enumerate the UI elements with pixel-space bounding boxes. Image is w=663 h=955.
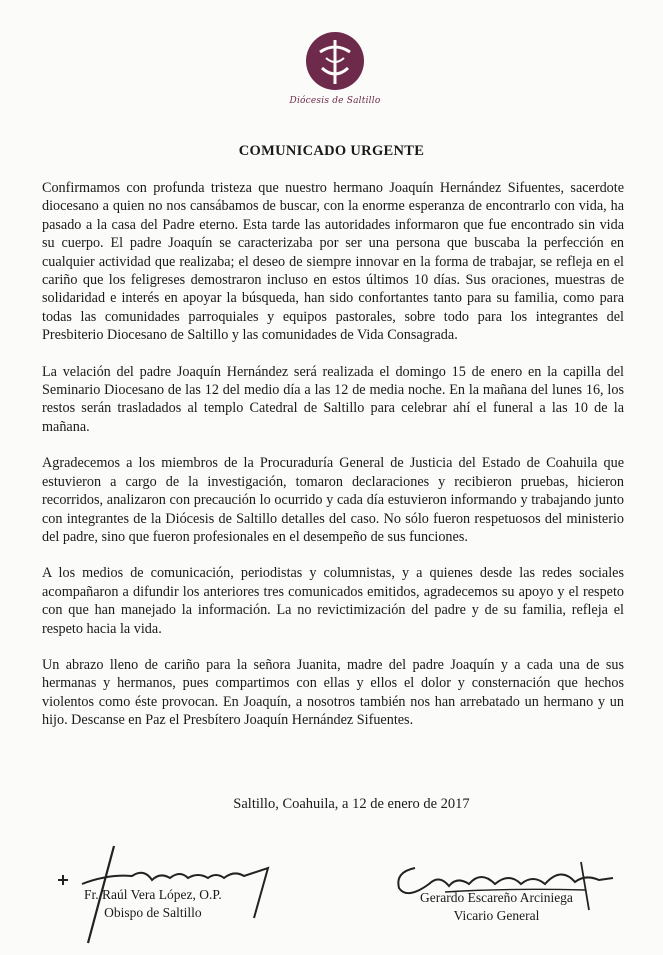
paragraph: Agradecemos a los miembros de la Procuraduría General de Justicia del Estado de Coahuila que estuvieron a cargo de la investigación, tomaron declaraciones y recibieron pruebas, hicieron recorridos, analizaron con precaución lo ocurrido y cada día estuvieron informando y trabajando junto con integrantes de la Diócesis de Saltillo detalles del caso. No sólo fueron respetuosos del ministerio del padre, sino que fueron profesionales en el desempeño de sus funciones. — [42, 455, 624, 545]
diocese-seal-icon — [302, 28, 368, 94]
paragraph: A los medios de comunicación, periodistas y columnistas, y a quienes desde las redes sociales acompañaron a difundir los anteriores tres comunicados emitidos, agradecemos su apoyo y el respeto con que han manejado la información. La no revictimización del padre y de su familia, refleja el respeto hacia la vida. — [42, 565, 624, 637]
signer-name: Fr. Raúl Vera López, O.P. — [84, 887, 222, 902]
paragraph: Confirmamos con profunda tristeza que nuestro hermano Joaquín Hernández Sifuentes, sacerdote diocesano a quien no nos cansábamos de buscar, con la enorme esperanza de encontrarlo con vida, ha pasado a la casa del Padre eterno. Esta tarde las autoridades informaron que fue encontrado sin vida su cuerpo. El padre Joaquín se caracterizaba por ser una persona que buscaba la perfección en cualquier actividad que realizaba; el deseo de siempre innovar en la forma de trabajar, se refleja en el cariño que los feligreses demostraron incluso en estos últimos 10 días. Sus oraciones, muestras de solidaridad e interés en apoyar la búsqueda, han sido confortantes tanto para su familia, como para todas las comunidades parroquiales y equipos pastorales, sobre todo para los integrantes del Presbiterio Diocesano de Saltillo y las comunidades de Vida Consagrada. — [42, 180, 624, 344]
signer-role: Obispo de Saltillo — [104, 905, 202, 920]
document-title: COMUNICADO URGENTE — [238, 143, 425, 159]
logo-caption: Diócesis de Saltillo — [289, 96, 381, 106]
document-body — [42, 179, 624, 748]
signature-block-left — [84, 886, 222, 922]
signature-block-right — [420, 889, 573, 925]
signer-name: Gerardo Escareño Arciniega — [420, 890, 573, 905]
signer-role: Vicario General — [453, 908, 540, 923]
paragraph: Un abrazo lleno de cariño para la señora Juanita, madre del padre Joaquín y a cada una de sus hermanas y hermanos, pues compartimos con ellas y ellos el dolor y consternación que hechos violentos como éste provocan. En Joaquín, a nosotros también nos han arrebatado un hermano y un hijo. Descanse en Paz el Presbítero Joaquín Hernández Sifuentes. — [42, 656, 624, 729]
paragraph: La velación del padre Joaquín Hernández será realizada el domingo 15 de enero en la capilla del Seminario Diocesano de las 12 del medio día a las 12 de media noche. En la mañana del lunes 16, los restos serán trasladados al templo Catedral de Saltillo para celebrar ahí el funeral a las 10 de la mañana. — [42, 363, 624, 435]
diocese-logo — [280, 28, 390, 118]
dateline: Saltillo, Coahuila, a 12 de enero de 2017 — [233, 796, 470, 812]
